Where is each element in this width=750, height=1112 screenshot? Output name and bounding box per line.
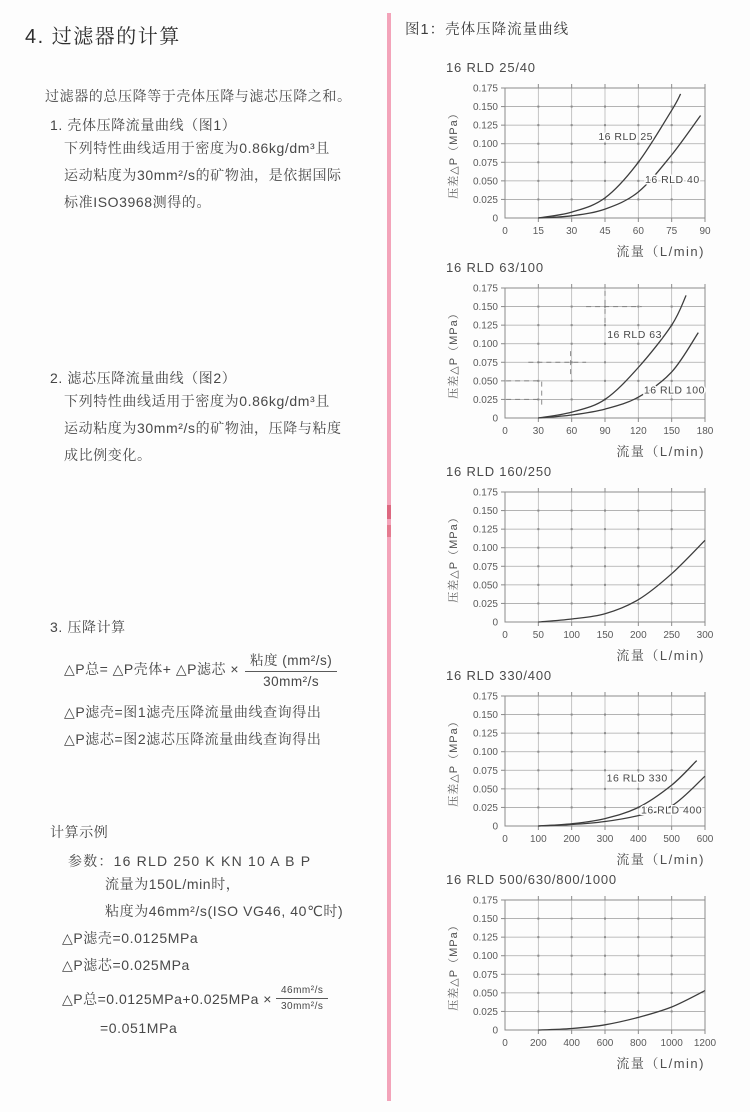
example-result: △P滤壳=0.0125MPa: [62, 930, 199, 946]
section-1-line: 标准ISO3968测得的。: [64, 194, 212, 210]
example-total-denominator: 30mm²/s: [280, 1001, 324, 1012]
y-tick-label: 0.075: [472, 157, 498, 169]
y-tick-label: 0.050: [472, 376, 498, 388]
x-tick-label: 200: [529, 1038, 547, 1049]
section-1-heading: 1. 壳体压降流量曲线（图1）: [50, 117, 237, 133]
y-tick-label: 0.150: [472, 102, 498, 114]
y-tick-label: 0: [492, 413, 498, 425]
example-total-fraction: [276, 985, 328, 1012]
y-tick-label: 0.150: [472, 710, 498, 722]
y-tick-label: 0: [492, 1025, 498, 1037]
y-tick-label: 0.125: [472, 932, 498, 944]
section-1: [50, 115, 342, 216]
x-axis-label: 流量（L/min): [616, 444, 705, 459]
y-tick-label: 0.125: [472, 320, 498, 332]
example-condition: 流量为150L/min时，: [105, 876, 241, 892]
curve-label: 16 RLD 330: [606, 772, 668, 785]
chart-block-1: [443, 60, 748, 267]
example-heading: 计算示例: [50, 824, 109, 840]
y-tick-label: 0.175: [472, 691, 498, 703]
curve-main: [538, 540, 705, 622]
y-tick-label: 0.125: [472, 120, 498, 132]
x-tick-label: 120: [629, 426, 647, 437]
curve-label: 16 RLD 40: [645, 174, 700, 187]
y-tick-label: 0.075: [472, 357, 498, 369]
chart-plot: [443, 482, 743, 666]
example-condition: 粘度为46mm²/s(ISO VG46, 40℃时): [105, 903, 344, 919]
x-tick-label: 200: [563, 834, 581, 845]
x-tick-label: 100: [529, 834, 547, 845]
chart-block-2: [443, 260, 748, 467]
y-axis-label: 压差△P（MPa）: [448, 715, 460, 807]
y-tick-label: 0.025: [472, 802, 498, 814]
y-tick-label: 0.050: [472, 176, 498, 188]
x-tick-label: 600: [596, 1038, 614, 1049]
x-tick-label: 50: [532, 630, 544, 641]
y-tick-label: 0.100: [472, 139, 498, 151]
y-tick-label: 0.150: [472, 302, 498, 314]
x-axis-label: 流量（L/min): [616, 852, 705, 867]
chart-plot: [443, 890, 743, 1074]
x-tick-label: 600: [696, 834, 714, 845]
y-tick-label: 0.150: [472, 914, 498, 926]
x-tick-label: 1200: [693, 1038, 717, 1049]
x-tick-label: 500: [663, 834, 681, 845]
x-tick-label: 250: [663, 630, 681, 641]
x-axis-label: 流量（L/min): [616, 244, 705, 259]
x-tick-label: 0: [502, 1038, 508, 1049]
chart-block-5: [443, 872, 748, 1079]
y-tick-label: 0.050: [472, 784, 498, 796]
y-tick-label: 0.075: [472, 561, 498, 573]
chart-plot: [443, 278, 743, 462]
section-1-line: 运动粘度为30mm²/s的矿物油，是依据国际: [64, 167, 342, 183]
y-tick-label: 0: [492, 821, 498, 833]
chart-title: 16 RLD 330/400: [446, 668, 552, 683]
example-parameters: 参数：16 RLD 250 K KN 10 A B P: [68, 853, 312, 869]
y-axis-label: 压差△P（MPa）: [448, 511, 460, 603]
y-axis-label: 压差△P（MPa）: [448, 107, 460, 199]
x-tick-label: 180: [696, 426, 714, 437]
y-tick-label: 0.100: [472, 543, 498, 555]
x-tick-label: 800: [629, 1038, 647, 1049]
formula-numerator: 粘度 (mm²/s): [245, 649, 337, 672]
y-tick-label: 0.175: [472, 83, 498, 95]
x-tick-label: 400: [629, 834, 647, 845]
y-tick-label: 0.050: [472, 580, 498, 592]
figure-title: 图1：壳体压降流量曲线: [405, 22, 570, 38]
curve-label: 16 RLD 100: [643, 384, 705, 397]
x-tick-label: 400: [563, 1038, 581, 1049]
y-tick-label: 0.150: [472, 506, 498, 518]
x-tick-label: 60: [632, 226, 644, 237]
chart-block-3: [443, 464, 748, 671]
y-tick-label: 0.175: [472, 487, 498, 499]
y-tick-label: 0.175: [472, 895, 498, 907]
x-tick-label: 90: [599, 426, 611, 437]
x-tick-label: 1000: [660, 1038, 683, 1049]
x-axis-label: 流量（L/min): [616, 648, 705, 663]
intro-paragraph: 过滤器的总压降等于壳体压降与滤芯压降之和。: [45, 88, 352, 104]
y-tick-label: 0: [492, 213, 498, 225]
section-2-line: 运动粘度为30mm²/s的矿物油，压降与粘度: [64, 420, 342, 436]
chart-block-4: [443, 668, 748, 875]
divider-dark-segment: [387, 525, 391, 537]
y-tick-label: 0: [492, 617, 498, 629]
curve-16-rld-100: [538, 333, 698, 418]
pressure-formula: [64, 649, 337, 689]
curve-label: 16 RLD 25: [598, 131, 654, 143]
x-tick-label: 60: [566, 426, 578, 437]
y-tick-label: 0.025: [472, 1006, 498, 1018]
curve-main: [538, 991, 705, 1030]
y-tick-label: 0.100: [472, 747, 498, 759]
y-tick-label: 0.100: [472, 951, 498, 963]
x-tick-label: 0: [502, 630, 508, 641]
section-3-line: △P滤芯=图2滤芯压降流量曲线查询得出: [64, 731, 322, 747]
example-result: △P滤芯=0.025MPa: [62, 957, 190, 973]
curve-label: 16 RLD 400: [641, 804, 703, 817]
y-tick-label: 0.025: [472, 598, 498, 610]
formula-denominator: 30mm²/s: [263, 674, 320, 689]
section-2-heading: 2. 滤芯压降流量曲线（图2）: [50, 370, 237, 386]
x-tick-label: 30: [532, 426, 544, 437]
example-total-numerator: 46mm²/s: [276, 985, 328, 999]
x-tick-label: 75: [666, 226, 678, 237]
chart-plot: [443, 686, 743, 870]
x-tick-label: 100: [563, 630, 581, 641]
example-total-formula: [62, 985, 343, 1012]
x-tick-label: 300: [696, 630, 714, 641]
curve-label: 16 RLD 63: [607, 328, 662, 341]
x-tick-label: 300: [596, 834, 614, 845]
x-tick-label: 200: [629, 630, 647, 641]
y-tick-label: 0.075: [472, 969, 498, 981]
section-3: [50, 617, 337, 753]
calc-example: [50, 822, 343, 1036]
formula-fraction: [245, 649, 337, 689]
example-total-result: =0.051MPa: [100, 1020, 178, 1036]
y-axis-label: 压差△P（MPa）: [448, 919, 460, 1011]
y-tick-label: 0.175: [472, 283, 498, 295]
y-tick-label: 0.025: [472, 194, 498, 206]
y-axis-label: 压差△P（MPa）: [448, 307, 460, 399]
x-tick-label: 30: [566, 226, 578, 237]
x-tick-label: 90: [699, 226, 711, 237]
x-tick-label: 0: [502, 426, 508, 437]
chart-plot: [443, 78, 743, 262]
formula-lhs: △P总= △P壳体+ △P滤芯 ×: [64, 661, 240, 677]
x-tick-label: 0: [502, 834, 508, 845]
y-tick-label: 0.125: [472, 728, 498, 740]
chart-title: 16 RLD 160/250: [446, 464, 552, 479]
y-tick-label: 0.125: [472, 524, 498, 536]
example-total-lhs: △P总=0.0125MPa+0.025MPa ×: [62, 990, 272, 1007]
chart-title: 16 RLD 500/630/800/1000: [446, 872, 617, 887]
x-tick-label: 0: [502, 226, 508, 237]
section-3-line: △P滤壳=图1滤壳压降流量曲线查询得出: [64, 704, 322, 720]
x-axis-label: 流量（L/min): [616, 1056, 705, 1071]
x-tick-label: 150: [663, 426, 681, 437]
x-tick-label: 150: [596, 630, 614, 641]
x-tick-label: 15: [532, 226, 544, 237]
y-tick-label: 0.075: [472, 765, 498, 777]
chart-title: 16 RLD 63/100: [446, 260, 544, 275]
section-3-heading: 3. 压降计算: [50, 619, 126, 635]
section-2-line: 成比例变化。: [64, 447, 152, 463]
x-tick-label: 45: [599, 226, 611, 237]
section-1-line: 下列特性曲线适用于密度为0.86kg/dm³且: [64, 140, 330, 156]
y-tick-label: 0.050: [472, 988, 498, 1000]
section-2: [50, 368, 342, 469]
divider-dark-segment: [387, 505, 391, 519]
chart-title: 16 RLD 25/40: [446, 60, 536, 75]
page-divider-line: [387, 13, 391, 1101]
page-title: 4. 过滤器的计算: [25, 26, 181, 48]
y-tick-label: 0.100: [472, 339, 498, 351]
section-2-line: 下列特性曲线适用于密度为0.86kg/dm³且: [64, 393, 330, 409]
y-tick-label: 0.025: [472, 394, 498, 406]
